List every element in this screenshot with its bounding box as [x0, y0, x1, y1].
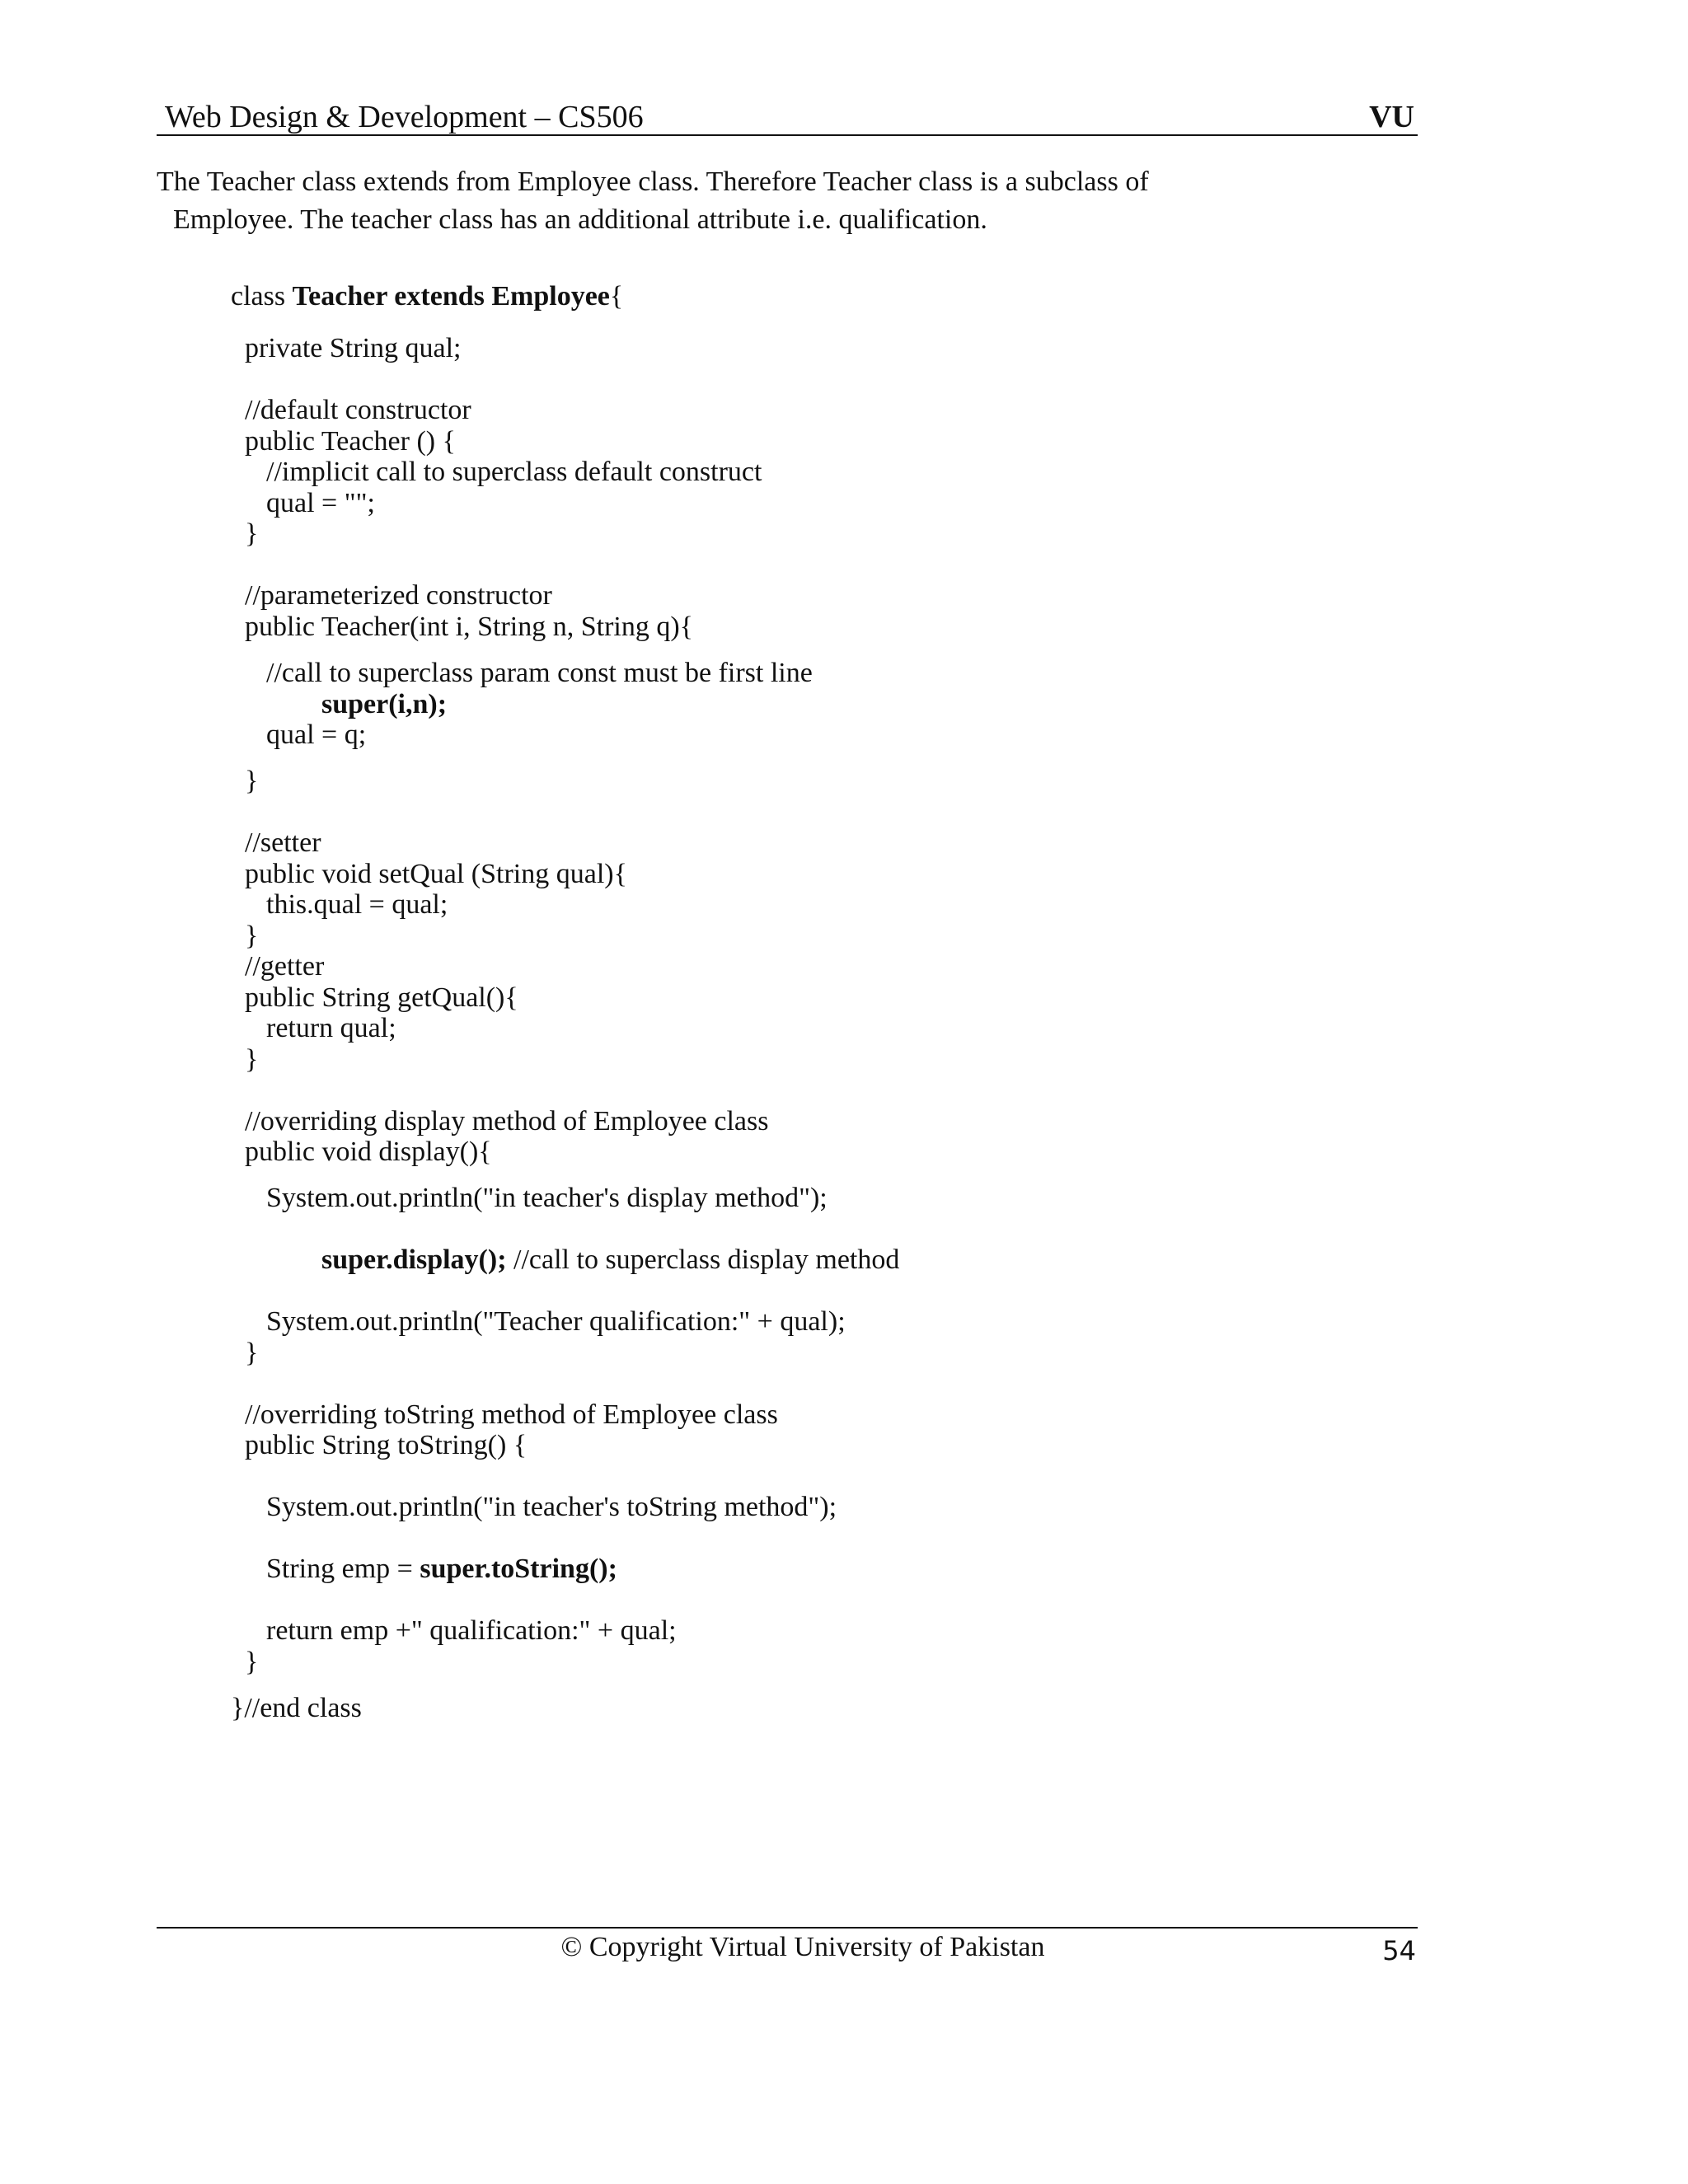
- code-line: public void setQual (String qual){: [245, 859, 627, 889]
- intro-paragraph: [157, 163, 1149, 239]
- code-line: System.out.println("Teacher qualification:" + qual);: [266, 1306, 846, 1337]
- code-comment: //parameterized constructor: [245, 580, 552, 611]
- code-line: System.out.println("in teacher's display method");: [266, 1183, 828, 1213]
- footer-copyright: [0, 1929, 1688, 1966]
- intro-line-1: The Teacher class extends from Employee class. Therefore Teacher class is a subclass of: [157, 166, 1149, 197]
- code-line: }: [245, 766, 259, 796]
- code-open-brace: {: [609, 281, 624, 312]
- code-line: this.qual = qual;: [266, 889, 448, 920]
- code-keyword-class: class: [231, 281, 293, 312]
- code-comment: //implicit call to superclass default construct: [266, 457, 762, 487]
- code-line-super-display: [321, 1244, 899, 1277]
- code-line: qual = "";: [266, 488, 375, 518]
- code-line: }: [245, 1044, 259, 1075]
- code-line: private String qual;: [245, 333, 462, 363]
- code-line: public Teacher(int i, String n, String q){: [245, 612, 693, 642]
- code-line: return qual;: [266, 1013, 396, 1043]
- code-comment: //setter: [245, 827, 321, 858]
- copyright-text: © Copyright Virtual University of Pakistan: [560, 1932, 1045, 1962]
- header-vu-mark: VU: [1369, 100, 1414, 134]
- code-super-call: super.display();: [321, 1244, 507, 1275]
- page-header: [157, 97, 1418, 137]
- code-line: }: [245, 921, 259, 951]
- code-end-class: }//end class: [231, 1693, 362, 1723]
- code-line: }: [245, 1647, 259, 1677]
- code-text: String emp =: [266, 1554, 420, 1584]
- code-line-class-decl: [231, 280, 623, 313]
- code-line: public String getQual(){: [245, 982, 518, 1013]
- code-line: public Teacher () {: [245, 426, 456, 457]
- intro-line-2: Employee. The teacher class has an additional attribute i.e. qualification.: [173, 204, 987, 235]
- code-super-call: super(i,n);: [321, 689, 448, 719]
- code-line: System.out.println("in teacher's toString method");: [266, 1492, 837, 1522]
- code-line: }: [245, 518, 259, 549]
- code-class-name: Teacher extends Employee: [292, 281, 610, 312]
- code-comment: //call to superclass display method: [506, 1244, 900, 1275]
- code-line-to-string: [266, 1553, 617, 1586]
- code-comment: //getter: [245, 951, 325, 982]
- code-line: }: [245, 1338, 259, 1368]
- header-title: Web Design & Development – CS506: [165, 100, 644, 134]
- page-number: 54: [1382, 1935, 1416, 1966]
- header-rule: [157, 134, 1418, 136]
- code-comment: //default constructor: [245, 395, 471, 425]
- code-comment: //call to superclass param const must be first line: [266, 658, 813, 688]
- code-super-call: super.toString();: [420, 1554, 617, 1584]
- code-line: public void display(){: [245, 1137, 492, 1167]
- code-comment: //overriding toString method of Employee class: [245, 1399, 778, 1430]
- code-line: return emp +" qualification:" + qual;: [266, 1615, 677, 1646]
- code-line: public String toString() {: [245, 1430, 528, 1460]
- code-line: qual = q;: [266, 719, 367, 750]
- code-comment: //overriding display method of Employee class: [245, 1106, 769, 1137]
